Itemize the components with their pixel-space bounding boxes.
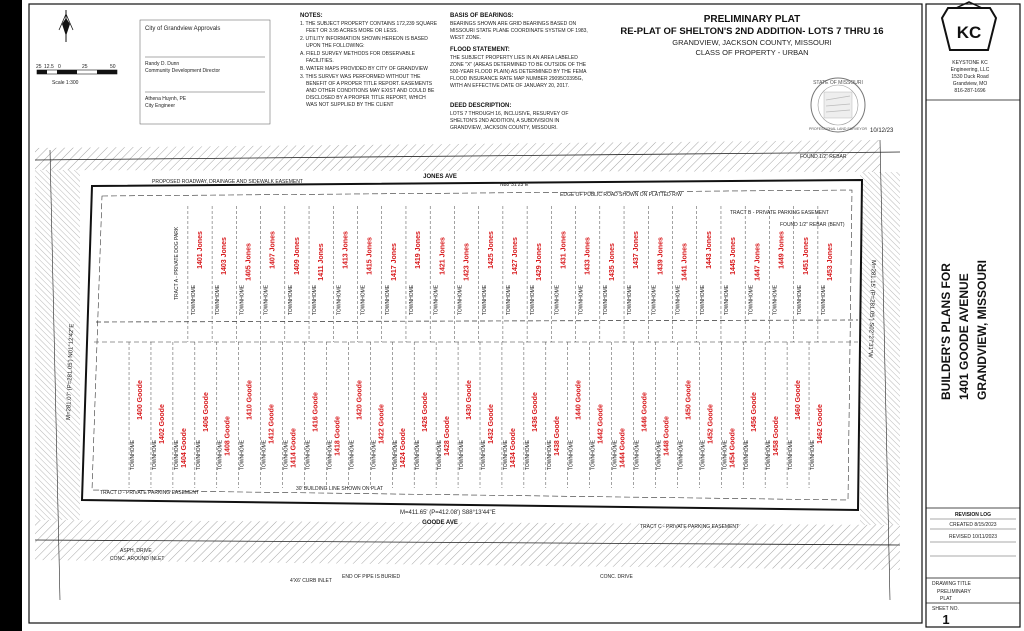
lot-address-label: 1416 Goode [312,392,320,432]
lot-type-label: TOWNHOME [766,439,773,471]
scale-tick: 25 [36,64,42,70]
flood-line: 500-YEAR FLOOD PLAIN) AS DETERMINED BY THE FEMA [450,69,587,75]
lot-address-label: 1454 Goode [729,428,737,468]
lot-address-label: 1462 Goode [817,404,824,444]
company-line: Engineering, LLC [950,67,990,73]
lot-address-label: 1405 Jones [245,243,253,281]
note-line: 2. UTILITY INFORMATION SHOWN HEREON IS BASED [300,36,428,42]
lot-type-label: TOWNHOME [349,439,356,471]
lot-address-label: 1456 Goode [751,392,759,432]
bearings-line: WEST ZONE. [450,35,482,41]
drawing-title-label: DRAWING TITLE [932,581,971,587]
bearings-line: MISSOURI STATE PLANE COORDINATE SYSTEM OF 1983, [450,28,588,34]
lot-type-label: TOWNHOME [700,439,707,471]
plat-location: GRANDVIEW, JACKSON COUNTY, MISSOURI [672,38,832,47]
plat-annotation: ASPH. DRIVE [120,548,152,554]
note-line: DISCLOSED BY A PROPER TITLE REPORT, WHICH [306,95,426,101]
revision-entry: REVISED 10/11/2023 [949,534,997,540]
lot-address-label: 1451 Jones [802,237,810,275]
lot-type-label: TOWNHOME [409,284,416,316]
plat-annotation: EDGE OF PUBLIC ROAD SHOWN ON PLATTED R/W [560,192,682,198]
revision-entry: CREATED 8/15/2023 [949,522,997,528]
lot-address-label: 1410 Goode [246,380,254,420]
lot-type-label: TOWNHOME [506,284,512,316]
logo-text: KC [956,23,982,42]
lot-address-label: 1431 Jones [560,231,568,269]
plat-annotation: CONC. AROUND INLET [110,556,165,562]
lot-type-label: TOWNHOME [634,439,641,471]
notes-header: NOTES: [300,13,323,19]
sheet-number-label: SHEET NO. [932,606,959,612]
flood-line: WITH AN EFFECTIVE DATE OF JANUARY 20, 2017. [450,83,570,89]
lot-address-label: 1432 Goode [487,404,495,444]
lot-type-label: TOWNHOME [821,284,827,316]
lot-address-label: 1448 Goode [663,416,671,456]
seal-center-text: PROFESSIONAL LAND SURVEYOR [809,127,867,131]
company-line: Grandview, MO [952,81,988,87]
east-bearing-label: M=281.15' (P=281.05') S02°27'31"W [866,259,876,358]
scale-tick: 12.5 [44,64,54,70]
lot-address-label: 1429 Jones [536,243,544,281]
south-bearing-label: M=411.65' (P=412.08') S88°13'44"E [400,510,496,516]
lot-address-label: 1442 Goode [597,404,605,444]
scale-label: Scale 1:300 [52,80,79,86]
lot-type-label: TOWNHOME [810,439,816,471]
lot-type-label: TOWNHOME [217,439,224,471]
lot-address-label: 1421 Jones [439,237,447,275]
lot-type-label: TOWNHOME [722,439,729,471]
lot-address-label: 1426 Goode [422,392,430,432]
note-line: AND OTHER CONDITIONS MAY EXIST AND COULD BE [306,88,435,94]
plat-annotation: FOUND 1/2" REBAR [800,154,847,160]
plat-annotation: 4'X6' CURB INLET [290,578,332,584]
plat-title: PRELIMINARY PLAT [703,14,801,25]
lot-address-label: 1458 Goode [773,416,781,456]
note-line: 3. THIS SURVEY WAS PERFORMED WITHOUT THE [300,74,421,80]
deed-line: GRANDVIEW, JACKSON COUNTY, MISSOURI. [450,125,558,131]
lot-type-label: TOWNHOME [283,439,290,471]
lot-address-label: 1400 Goode [137,380,144,420]
lot-address-label: 1401 Jones [197,231,204,269]
lot-address-label: 1444 Goode [619,428,627,468]
note-line: A. FIELD SURVEY METHODS FOR OBSERVABLE [300,51,415,57]
plat-annotation: END OF PIPE IS BURIED [342,574,401,580]
approver-title: Community Development Director [145,68,221,74]
company-line: 816-287-1696 [954,88,986,94]
lot-address-label: 1424 Goode [400,428,408,468]
lot-type-label: TOWNHOME [287,284,294,316]
lot-type-label: TOWNHOME [360,284,367,316]
company-line: 1530 Duck Road [951,74,989,80]
lot-address-label: 1404 Goode [180,428,188,468]
lot-type-label: TOWNHOME [459,439,466,471]
lot-type-label: TOWNHOME [602,284,609,316]
lot-type-label: TOWNHOME [656,439,663,471]
lot-address-label: 1412 Goode [268,404,276,444]
lot-type-label: TOWNHOME [748,284,755,316]
lot-type-label: TOWNHOME [393,439,400,471]
lot-address-label: 1443 Jones [705,231,713,269]
lot-address-label: 1408 Goode [224,416,232,456]
lot-type-label: TOWNHOME [796,284,803,316]
lot-address-label: 1440 Goode [575,380,583,420]
lot-address-label: 1411 Jones [318,243,326,281]
north-bearing-label: N88°31'23"E [500,182,529,188]
sheet-number: 1 [942,612,950,627]
drawing-title-line: PRELIMINARY [937,589,971,595]
lot-address-label: 1445 Jones [730,237,738,275]
lot-type-label: TOWNHOME [336,284,343,316]
lot-type-label: TOWNHOME [384,284,391,316]
lot-type-label: TOWNHOME [130,439,136,471]
approver-title: City Engineer [145,103,176,109]
lot-address-label: 1450 Goode [685,380,693,420]
approver-name: Randy D. Dunn [145,61,180,67]
lot-type-label: TOWNHOME [305,439,312,471]
lot-address-label: 1441 Jones [681,243,689,281]
lot-type-label: TOWNHOME [195,439,202,471]
deed-line: SHELTON'S 2ND ADDITION, A SUBDIVISION IN [450,118,560,124]
lot-type-label: TOWNHOME [675,284,682,316]
lot-address-label: 1406 Goode [202,392,210,432]
lot-type-label: TOWNHOME [546,439,553,471]
bearings-line: BEARINGS SHOWN ARE GRID BEARINGS BASED ON [450,21,577,27]
lot-address-label: 1417 Jones [390,243,398,281]
lot-address-label: 1446 Goode [641,392,649,432]
lot-address-label: 1413 Jones [342,231,350,269]
lot-type-label: TOWNHOME [215,284,222,316]
company-line: KEYSTONE KC [952,60,988,66]
deed-header: DEED DESCRIPTION: [450,103,512,109]
note-line: 1. THE SUBJECT PROPERTY CONTAINS 172,239 SQUARE [300,21,438,27]
lot-type-label: TOWNHOME [457,284,464,316]
deed-line: LOTS 7 THROUGH 16, INCLUSIVE, RESURVEY OF [450,111,569,117]
lot-address-label: 1402 Goode [158,404,166,444]
plat-annotation: TRACT B - PRIVATE PARKING EASEMENT [730,210,829,216]
lot-address-label: 1435 Jones [608,243,616,281]
lot-address-label: 1427 Jones [512,237,519,275]
plat-annotation: TRACT C - PRIVATE PARKING EASEMENT [640,524,740,530]
lot-type-label: TOWNHOME [327,439,334,471]
lot-type-label: TOWNHOME [678,439,685,471]
lot-type-label: TOWNHOME [480,439,487,471]
note-line: WAS NOT SUPPLIED BY THE CLIENT [306,102,394,108]
lot-address-label: 1418 Goode [334,416,342,456]
lot-address-label: 1409 Jones [293,237,301,275]
lot-type-label: TOWNHOME [239,439,246,471]
lot-type-label: TOWNHOME [261,439,268,471]
lot-type-label: TOWNHOME [191,284,197,316]
flood-header: FLOOD STATEMENT: [450,47,510,53]
lot-address-label: 1420 Goode [356,380,364,420]
lot-type-label: TOWNHOME [151,439,158,471]
note-line: BENEFIT OF A PROPER TITLE REPORT. EASEMENTS [306,81,433,87]
plat-subtitle: RE-PLAT OF SHELTON'S 2ND ADDITION- LOTS 7 THRU 16 [620,26,884,37]
lot-address-label: 1433 Jones [584,237,592,275]
lot-type-label: TOWNHOME [530,284,537,316]
plat-annotation: TRACT D - PRIVATE PARKING EASEMENT [100,490,200,496]
lot-type-label: TOWNHOME [173,439,180,471]
lot-address-label: 1460 Goode [795,380,803,420]
lot-type-label: TOWNHOME [590,439,597,471]
lot-type-label: TOWNHOME [239,284,246,316]
lot-type-label: TOWNHOME [433,284,440,316]
lot-address-label: 1423 Jones [463,243,471,281]
lot-type-label: TOWNHOME [312,284,319,316]
lot-type-label: TOWNHOME [651,284,658,316]
lot-type-label: TOWNHOME [415,439,422,471]
south-street-label: GOODE AVE [422,520,458,526]
lot-type-label: TOWNHOME [744,439,751,471]
flood-line: THE SUBJECT PROPERTY LIES IN AN AREA LABELED [450,55,578,61]
lot-address-label: 1447 Jones [754,243,762,281]
scale-tick: 25 [82,64,88,70]
bearings-header: BASIS OF BEARINGS: [450,13,514,19]
lot-type-label: TOWNHOME [263,284,270,316]
lot-type-label: TOWNHOME [371,439,378,471]
plat-annotation: CONC. DRIVE [600,574,633,580]
revision-log-header: REVISION LOG [954,512,992,518]
plat-annotation: TRACT A - PRIVATE DOG PARK [174,226,180,300]
lot-address-label: 1453 Jones [827,243,834,281]
lot-address-label: 1403 Jones [221,237,229,275]
lot-type-label: TOWNHOME [612,439,619,471]
plat-date: 10/12/23 [870,128,894,134]
note-line: FEET OR 3.95 ACRES MORE OR LESS. [306,28,398,34]
lot-address-label: 1452 Goode [707,404,715,444]
plat-annotation: FOUND 1/2" REBAR (BENT) [780,222,845,228]
seal-ring-text: STATE OF MISSOURI [813,80,863,86]
lot-type-label: TOWNHOME [524,439,531,471]
lot-type-label: TOWNHOME [568,439,575,471]
note-line: B. WATER MAPS PROVIDED BY CITY OF GRANDVIEW [300,66,428,72]
scale-tick: 0 [58,64,61,70]
drawing-title-line: PLAT [940,596,953,602]
lot-address-label: 1437 Jones [633,231,641,269]
note-line: FACILITIES. [306,58,334,64]
lot-address-label: 1438 Goode [553,416,561,456]
approver-name: Athena Huynh, PE [145,96,187,102]
lot-address-label: 1407 Jones [269,231,277,269]
lot-address-label: 1436 Goode [531,392,539,432]
lot-type-label: TOWNHOME [554,284,561,316]
west-bearing-label: M=281.07' (P=281.05') N01°12'42"E [66,323,76,421]
flood-line: FLOOD INSURANCE RATE MAP NUMBER 29095C0395G, [450,76,583,82]
lot-address-label: 1430 Goode [466,380,474,420]
north-street-label: JONES AVE [423,174,457,180]
project-title-line: GRANDVIEW, MISSOURI [975,259,989,400]
lot-type-label: TOWNHOME [772,284,779,316]
lot-type-label: TOWNHOME [437,439,444,471]
lot-address-label: 1415 Jones [366,237,374,275]
project-title-line: BUILDER'S PLANS FOR [939,263,953,400]
scale-tick: 50 [110,64,116,70]
plat-class: CLASS OF PROPERTY - URBAN [695,48,809,57]
lot-address-label: 1428 Goode [444,416,452,456]
lot-address-label: 1414 Goode [290,428,298,468]
lot-address-label: 1422 Goode [378,404,386,444]
lot-address-label: 1449 Jones [778,231,786,269]
lot-type-label: TOWNHOME [699,284,706,316]
lot-type-label: TOWNHOME [724,284,731,316]
approvals-header: City of Grandview Approvals [145,26,221,32]
note-line: UPON THE FOLLOWING: [306,43,365,49]
plat-annotation: 30' BUILDING LINE SHOWN ON PLAT [296,486,383,492]
lot-address-label: 1434 Goode [509,428,517,468]
lot-type-label: TOWNHOME [788,439,795,471]
lot-address-label: 1419 Jones [415,231,423,269]
project-title-line: 1401 GOODE AVENUE [957,273,971,400]
lot-type-label: TOWNHOME [627,284,634,316]
lot-type-label: TOWNHOME [578,284,585,316]
lot-address-label: 1425 Jones [487,231,495,269]
lot-type-label: TOWNHOME [502,439,509,471]
flood-line: ZONE "X" (AREAS DETERMINED TO BE OUTSIDE OF THE [450,62,587,68]
lot-address-label: 1439 Jones [657,237,665,275]
lot-type-label: TOWNHOME [481,284,488,316]
plat-annotation: PROPOSED ROADWAY, DRAINAGE AND SIDEWALK EASEMENT [152,179,303,185]
